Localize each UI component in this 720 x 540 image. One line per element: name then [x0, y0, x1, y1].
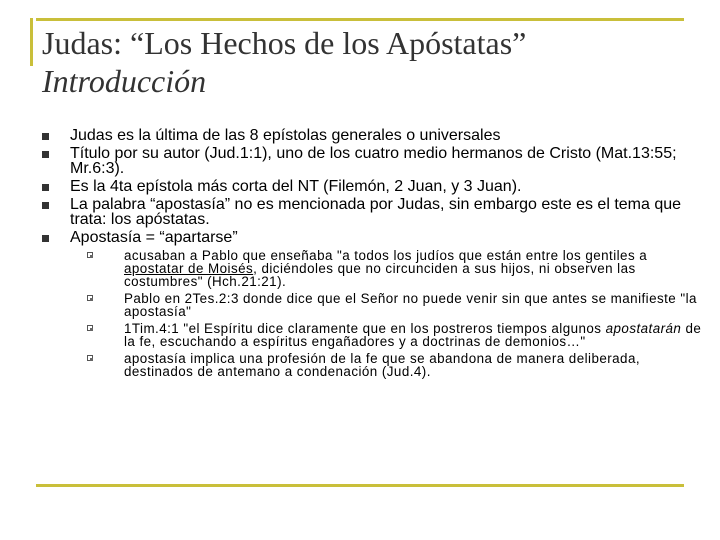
hollow-square-bullet-icon — [87, 355, 93, 361]
square-bullet-icon — [42, 235, 49, 242]
sub-list-item — [86, 322, 702, 348]
list-item — [42, 146, 702, 176]
square-bullet-icon — [42, 184, 49, 191]
bullet-text: La palabra “apostasía” no es mencionada por Judas, sin embargo este es el tema que trata: los apóstatas. — [70, 196, 682, 228]
bullet-text: Judas es la última de las 8 epístolas generales o universales — [70, 127, 501, 144]
slide-title — [42, 24, 692, 100]
sub-list — [70, 249, 702, 378]
hollow-square-bullet-icon — [87, 325, 93, 331]
sub-text: apostasía implica una profesión de la fe que se abandona de manera deliberada, destinados de antemano a condenación (Jud.4). — [124, 351, 641, 379]
title-line-2: Introducción — [42, 63, 207, 99]
bullet-text: Apostasía = “apartarse” — [70, 229, 238, 246]
hollow-square-bullet-icon — [87, 295, 93, 301]
list-item — [42, 230, 702, 378]
hollow-square-bullet-icon — [87, 252, 93, 258]
sub-text-post: , diciéndoles que no circunciden a sus hijos, ni observen las costumbres" (Hch.21:21). — [124, 261, 636, 289]
sub-text: Pablo en 2Tes.2:3 donde dice que el Señor no puede venir sin que antes se manifieste "la apostasía" — [124, 291, 697, 319]
bullet-text: Es la 4ta epístola más corta del NT (Filemón, 2 Juan, y 3 Juan). — [70, 178, 522, 195]
top-accent-bar — [36, 18, 684, 21]
sub-text-pre: acusaban a Pablo que enseñaba "a todos los judíos que están entre los gentiles a — [124, 248, 648, 263]
bottom-accent-bar — [36, 484, 684, 487]
sub-list-item — [86, 292, 702, 318]
sub-list-item — [86, 352, 702, 378]
sub-list-item — [86, 249, 702, 288]
list-item — [42, 179, 702, 194]
sub-text-italic: apostatarán — [605, 321, 682, 336]
sub-text-underlined: apostatar de Moisés — [124, 261, 254, 276]
square-bullet-icon — [42, 133, 49, 140]
sub-text-pre: 1Tim.4:1 "el Espíritu dice claramente que en los postreros tiempos algunos — [124, 321, 606, 336]
list-item — [42, 128, 702, 143]
title-line-1: Judas: “Los Hechos de los Apóstatas” — [42, 25, 527, 61]
square-bullet-icon — [42, 151, 49, 158]
square-bullet-icon — [42, 202, 49, 209]
left-accent-bar — [30, 18, 33, 66]
slide-content — [42, 128, 702, 382]
sub-text-post: de la fe, escuchando a espíritus engañadores y a doctrinas de demonios…" — [124, 321, 702, 349]
list-item — [42, 197, 702, 227]
bullet-text: Título por su autor (Jud.1:1), uno de los cuatro medio hermanos de Cristo (Mat.13:55; Mr.6:3). — [70, 145, 677, 177]
